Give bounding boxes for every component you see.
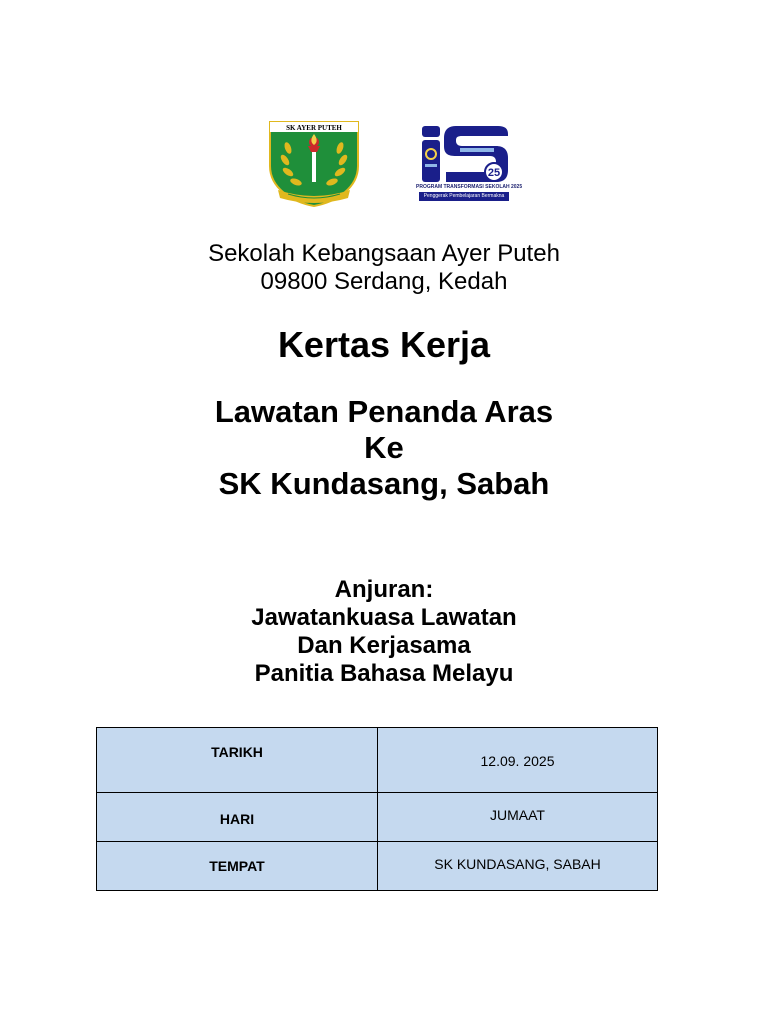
table-row [97,842,658,891]
organizer-line-3: Panitia Bahasa Melayu [254,660,514,687]
organizer-heading: Anjuran: [334,576,434,603]
subtitle-line-1: Lawatan Penanda Aras [214,394,554,429]
school-name: Sekolah Kebangsaan Ayer Puteh [208,240,560,267]
school-crest-logo [258,118,370,208]
pts-tagline: Penggerak Pembelajaran Bermakna [419,192,509,201]
table-label-cell [97,728,378,793]
date-label: TARIKH [211,744,263,760]
organizer-line-2: Dan Kerjasama [297,632,471,659]
table-value-cell [378,842,658,891]
school-header [0,240,768,296]
day-label: HARI [219,811,255,827]
school-address: 09800 Serdang, Kedah [260,268,508,295]
pts-number: 25 [487,167,501,179]
pts-caption: PROGRAM TRANSFORMASI SEKOLAH 2025 [416,184,523,190]
table-value-cell [378,793,658,842]
date-value: 12.09. 2025 [480,753,555,769]
details-table [96,727,658,891]
table-row [97,793,658,842]
logo-row [0,118,768,210]
pts-2025-logo [416,124,523,206]
place-label: TEMPAT [209,858,265,874]
document-title: Kertas Kerja [277,324,491,365]
organizer-line-1: Jawatankuasa Lawatan [251,604,517,631]
subtitle-line-3: SK Kundasang, Sabah [218,466,550,501]
table-label-cell [97,793,378,842]
table-row [97,728,658,793]
place-value: SK KUNDASANG, SABAH [434,856,601,872]
table-label-cell [97,842,378,891]
table-value-cell [378,728,658,793]
subtitle-line-2: Ke [364,430,404,465]
document-subtitle [0,394,768,502]
crest-title: SK AYER PUTEH [286,124,342,132]
organizer-block [0,576,768,688]
day-value: JUMAAT [490,807,545,823]
